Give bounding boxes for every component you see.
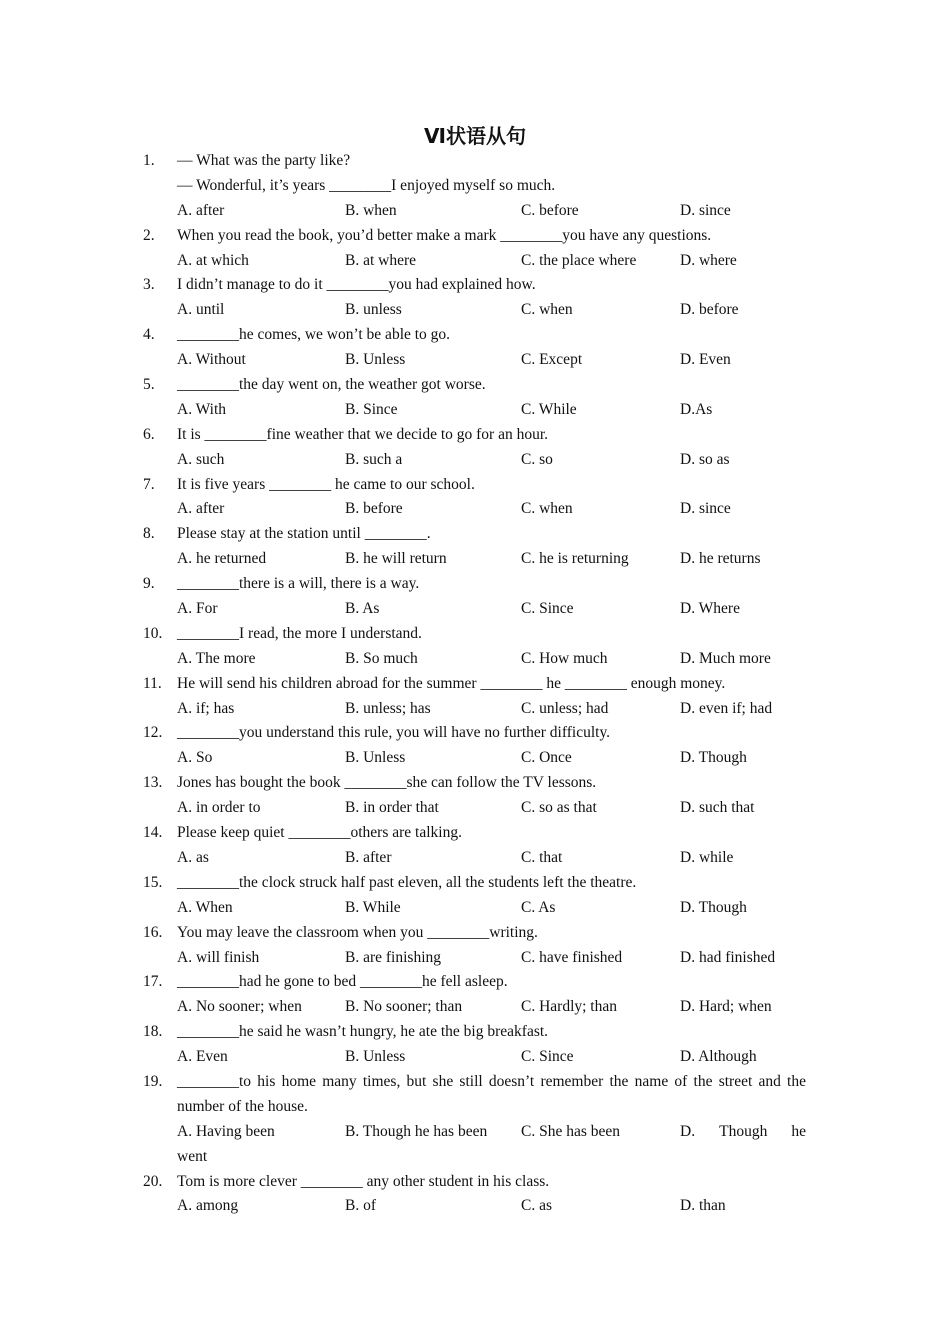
question-2 (0, 224, 950, 274)
option-c: C. before (521, 201, 579, 219)
option-b: B. Since (345, 400, 398, 418)
option-a: A. if; has (177, 699, 235, 717)
question-20 (0, 1170, 950, 1220)
page-title: Ⅵ状语从句 (424, 124, 526, 148)
option-b: B. unless (345, 301, 402, 319)
option-a: A. When (177, 898, 233, 916)
option-c: C. As (521, 898, 556, 916)
option-b: B. he will return (345, 550, 447, 568)
question-stem: It is five years ________ he came to our school. (177, 475, 475, 493)
question-stem: — What was the party like? (177, 152, 351, 169)
option-b: B. after (345, 848, 392, 866)
question-list (0, 149, 950, 1219)
option-c: C. so (521, 450, 553, 468)
question-number: 17. (143, 973, 163, 991)
option-a: A. Without (177, 351, 246, 369)
option-b: B. Unless (345, 351, 406, 369)
option-c: C. that (521, 848, 563, 866)
question-stem: ________to his home many times, but she still doesn’t remember the name of the street and the number of the house. (177, 1072, 806, 1115)
question-7 (0, 473, 950, 523)
option-d: D. so as (680, 450, 730, 468)
option-d: D. where (680, 251, 737, 269)
question-stem: ________there is a will, there is a way. (177, 575, 420, 593)
option-d: D. Hard; when (680, 998, 772, 1016)
option-a: A. until (177, 301, 225, 319)
option-d: D. Though (680, 749, 747, 767)
option-b: B. of (345, 1197, 376, 1215)
option-d: D. Where (680, 600, 740, 618)
option-d-word: Though (719, 1122, 768, 1140)
option-d: D. he returns (680, 550, 761, 568)
option-a: A. such (177, 450, 225, 468)
option-b: B. Though he has been (345, 1122, 488, 1140)
option-c: C. when (521, 500, 573, 518)
option-d: D. while (680, 848, 734, 866)
option-c: C. Except (521, 351, 583, 369)
option-c: C. unless; had (521, 699, 609, 717)
question-number: 13. (143, 774, 163, 792)
question-number: 16. (143, 923, 163, 941)
option-d: D. before (680, 301, 739, 319)
question-number: 2. (143, 226, 155, 244)
question-11 (0, 672, 950, 722)
option-a: A. For (177, 600, 218, 618)
question-number: 3. (143, 276, 155, 294)
option-b: B. when (345, 201, 397, 219)
option-b: B. in order that (345, 799, 439, 817)
option-a: A. he returned (177, 550, 267, 568)
option-a: A. So (177, 749, 213, 767)
question-number: 15. (143, 873, 163, 891)
question-stem: Please stay at the station until ________. (177, 525, 431, 543)
option-d: D. than (680, 1197, 726, 1215)
question-number: 19. (143, 1072, 163, 1090)
question-18 (0, 1020, 950, 1070)
option-c: C. She has been (521, 1122, 621, 1140)
option-b: B. unless; has (345, 699, 431, 717)
question-stem: I didn’t manage to do it ________you had explained how. (177, 276, 536, 294)
option-c: C. Since (521, 600, 574, 618)
option-c: C. the place where (521, 251, 637, 269)
option-c: C. so as that (521, 799, 597, 817)
option-d: D. Though (680, 898, 747, 916)
question-number: 9. (143, 575, 155, 593)
question-stem: You may leave the classroom when you ________writing. (177, 923, 538, 941)
question-stem: ________I read, the more I understand. (177, 624, 422, 642)
option-d: D. had finished (680, 948, 776, 966)
question-12 (0, 721, 950, 771)
option-c: C. Since (521, 1048, 574, 1066)
question-stem: He will send his children abroad for the summer ________ he ________ enough money. (177, 674, 726, 692)
question-1 (0, 149, 950, 224)
option-a: A. after (177, 201, 225, 219)
question-number: 5. (143, 376, 155, 394)
option-a: A. Even (177, 1048, 228, 1066)
option-d-word: he (791, 1122, 806, 1140)
option-d: D. Although (680, 1048, 757, 1066)
option-a: A. With (177, 400, 227, 418)
option-b: B. Unless (345, 749, 406, 767)
option-d: D. Even (680, 351, 731, 369)
question-stem: ________you understand this rule, you will have no further difficulty. (177, 724, 611, 742)
option-d-letter: D. (680, 1122, 696, 1140)
option-c: C. Hardly; than (521, 998, 617, 1016)
option-c: C. Once (521, 749, 572, 767)
question-stem: ________the day went on, the weather got worse. (177, 376, 486, 394)
option-c: C. have finished (521, 948, 623, 966)
option-a: A. as (177, 848, 209, 866)
option-b: B. So much (345, 649, 418, 667)
question-stem: Tom is more clever ________ any other student in his class. (177, 1172, 550, 1190)
option-c: C. when (521, 301, 573, 319)
option-d: D. such that (680, 799, 755, 817)
option-c: C. he is returning (521, 550, 629, 568)
option-b: B. are finishing (345, 948, 441, 966)
question-number: 1. (143, 152, 155, 169)
question-stem: — Wonderful, it’s years ________I enjoyed myself so much. (177, 176, 556, 194)
option-a: A. after (177, 500, 225, 518)
question-stem: ________the clock struck half past eleven, all the students left the theatre. (177, 873, 637, 891)
question-13 (0, 771, 950, 821)
question-stem: When you read the book, you’d better make a mark ________you have any questions. (177, 226, 712, 244)
option-b: B. such a (345, 450, 403, 468)
question-4 (0, 323, 950, 373)
question-number: 14. (143, 824, 163, 842)
question-10 (0, 622, 950, 672)
option-c: C. as (521, 1197, 552, 1215)
question-15 (0, 871, 950, 921)
option-c: C. How much (521, 649, 608, 667)
option-d: D. Much more (680, 649, 771, 667)
option-a: A. in order to (177, 799, 261, 817)
option-b: B. While (345, 898, 401, 916)
question-number: 20. (143, 1172, 163, 1190)
question-number: 11. (143, 674, 162, 692)
question-number: 4. (143, 326, 155, 344)
question-number: 8. (143, 525, 155, 543)
question-8 (0, 522, 950, 572)
option-d: D. since (680, 201, 731, 219)
option-d-continuation: went (177, 1147, 208, 1165)
question-stem: Please keep quiet ________others are talking. (177, 824, 462, 842)
question-stem: Jones has bought the book ________she can follow the TV lessons. (177, 774, 597, 792)
question-6 (0, 423, 950, 473)
question-17 (0, 970, 950, 1020)
question-stem: ________he comes, we won’t be able to go. (177, 326, 451, 344)
question-stem: ________he said he wasn’t hungry, he ate the big breakfast. (177, 1023, 549, 1041)
option-a: A. among (177, 1197, 239, 1215)
option-b: B. Unless (345, 1048, 406, 1066)
question-stem: ________had he gone to bed ________he fell asleep. (177, 973, 508, 991)
option-b: B. before (345, 500, 403, 518)
option-d: D.As (680, 400, 713, 418)
option-b: B. No sooner; than (345, 998, 463, 1016)
option-d: D. even if; had (680, 699, 773, 717)
option-a: A. will finish (177, 948, 260, 966)
option-c: C. While (521, 400, 577, 418)
option-a: A. at which (177, 251, 249, 269)
question-14 (0, 821, 950, 871)
option-a: A. The more (177, 649, 256, 667)
question-number: 18. (143, 1023, 163, 1041)
question-number: 6. (143, 425, 155, 443)
question-5 (0, 373, 950, 423)
option-a: A. Having been (177, 1122, 275, 1140)
question-9 (0, 572, 950, 622)
option-d (680, 1120, 806, 1145)
question-3 (0, 273, 950, 323)
question-stem: It is ________fine weather that we decide to go for an hour. (177, 425, 549, 443)
option-b: B. As (345, 600, 380, 618)
option-a: A. No sooner; when (177, 998, 302, 1016)
question-number: 7. (143, 475, 155, 493)
question-19 (0, 1070, 950, 1170)
question-number: 10. (143, 624, 163, 642)
question-16 (0, 921, 950, 971)
option-d: D. since (680, 500, 731, 518)
question-number: 12. (143, 724, 163, 742)
option-b: B. at where (345, 251, 417, 269)
